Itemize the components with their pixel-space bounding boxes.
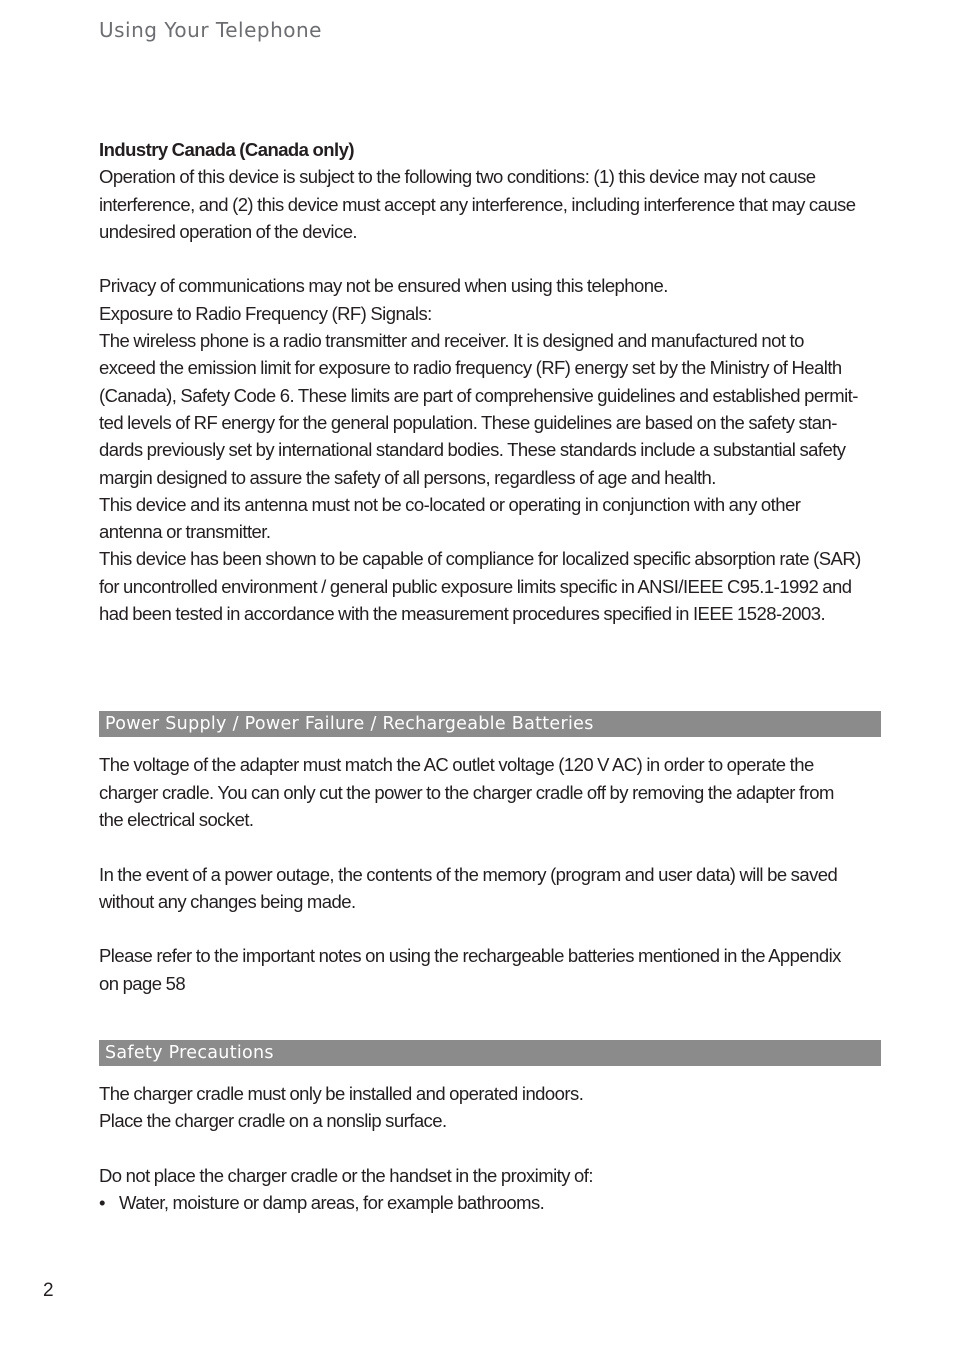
- paragraph-line: without any changes being made.: [99, 890, 356, 912]
- page-content: [99, 136, 881, 1217]
- list-item: [99, 1189, 881, 1216]
- paragraph-line: interference, and (2) this device must accept any interference, including interference that may cause: [99, 193, 856, 215]
- paragraph-line: The voltage of the adapter must match the AC outlet voltage (120 V AC) in order to operate the: [99, 754, 814, 776]
- paragraph-spacer: [99, 915, 881, 942]
- paragraph-line: antenna or transmitter.: [99, 521, 271, 543]
- paragraph-line: had been tested in accordance with the measurement procedures specified in IEEE 1528-2003.: [99, 603, 826, 625]
- section-spacer: [99, 737, 881, 751]
- section-spacer: [99, 1066, 881, 1080]
- paragraph-line: margin designed to assure the safety of all persons, regardless of age and health.: [99, 466, 716, 488]
- industry-canada-heading: Industry Canada (Canada only): [99, 139, 354, 160]
- paragraph-line: Privacy of communications may not be ensured when using this telephone.: [99, 275, 668, 297]
- paragraph-line: for uncontrolled environment / general public exposure limits specific in ANSI/IEEE C95.1-1992 and: [99, 575, 852, 597]
- paragraph-line: Exposure to Radio Frequency (RF) Signals:: [99, 302, 432, 324]
- running-header: Using Your Telephone: [99, 18, 322, 42]
- paragraph-line: The wireless phone is a radio transmitter and receiver. It is designed and manufactured not to: [99, 330, 804, 352]
- paragraph-line: exceed the emission limit for exposure to radio frequency (RF) energy set by the Ministry of Health: [99, 357, 842, 379]
- section-spacer: [99, 627, 881, 711]
- paragraph-line: This device and its antenna must not be co-located or operating in conjunction with any other: [99, 493, 801, 515]
- list-item-text: Water, moisture or damp areas, for example bathrooms.: [119, 1192, 545, 1214]
- paragraph-line: dards previously set by international standard bodies. These standards include a substantial safety: [99, 439, 846, 461]
- paragraph-line: the electrical socket.: [99, 808, 254, 830]
- paragraph-line: undesired operation of the device.: [99, 220, 358, 242]
- paragraph-line: Operation of this device is subject to the following two conditions: (1) this device may not cause: [99, 166, 816, 188]
- paragraph-spacer: [99, 245, 881, 272]
- paragraph-line: This device has been shown to be capable of compliance for localized specific absorption rate (SAR): [99, 548, 861, 570]
- page-number: 2: [43, 1280, 54, 1301]
- paragraph-line: The charger cradle must only be installed and operated indoors.: [99, 1083, 584, 1105]
- paragraph-line: on page 58: [99, 972, 186, 994]
- paragraph-line: Please refer to the important notes on using the rechargeable batteries mentioned in the Appendix: [99, 945, 841, 967]
- section-heading-power: Power Supply / Power Failure / Rechargeable Batteries: [99, 711, 881, 737]
- paragraph-line: (Canada), Safety Code 6. These limits are part of comprehensive guidelines and established permit-: [99, 384, 858, 406]
- paragraph-line: Do not place the charger cradle or the handset in the proximity of:: [99, 1164, 593, 1186]
- paragraph-spacer: [99, 1135, 881, 1162]
- paragraph-line: Place the charger cradle on a nonslip surface.: [99, 1110, 447, 1132]
- paragraph-line: charger cradle. You can only cut the power to the charger cradle off by removing the adapter from: [99, 781, 834, 803]
- section-spacer: [99, 997, 881, 1040]
- paragraph-line: In the event of a power outage, the contents of the memory (program and user data) will be saved: [99, 863, 838, 885]
- bullet-icon: •: [99, 1192, 105, 1214]
- paragraph-line: ted levels of RF energy for the general population. These guidelines are based on the safety stan-: [99, 411, 837, 433]
- paragraph-spacer: [99, 833, 881, 860]
- section-heading-safety: Safety Precautions: [99, 1040, 881, 1066]
